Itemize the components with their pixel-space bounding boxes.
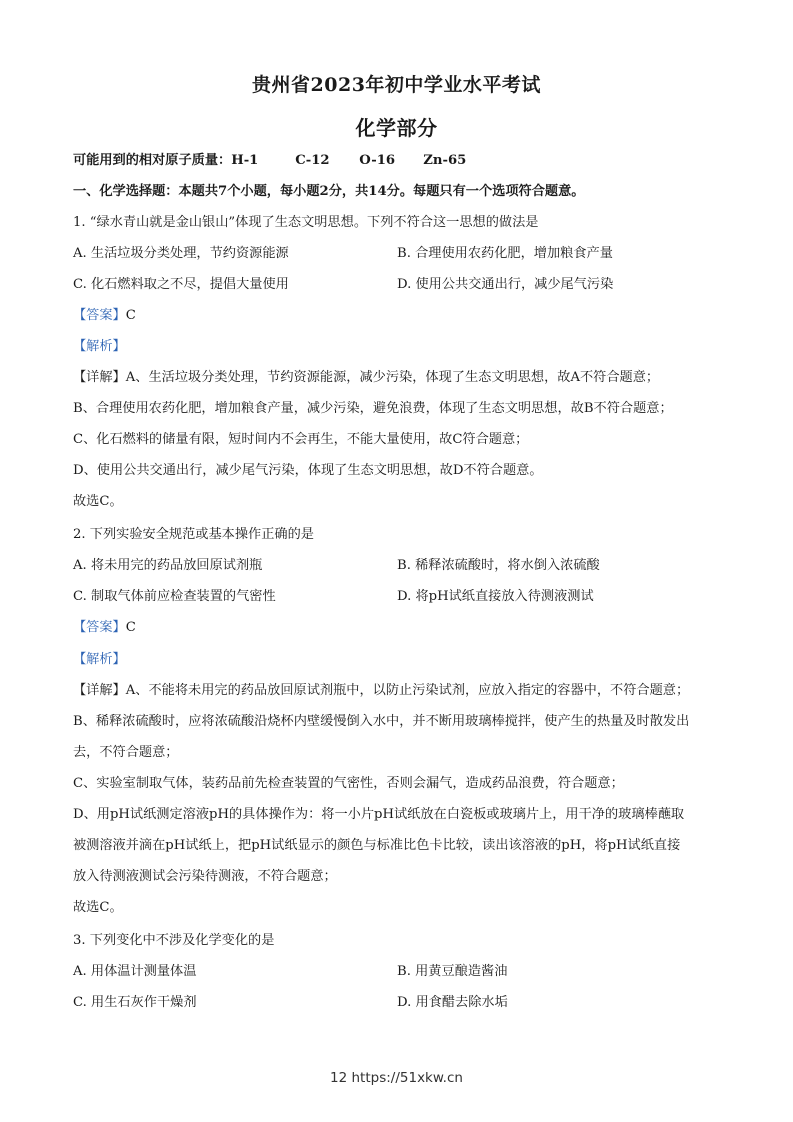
atomic-masses-label: 可能用到的相对原子质量： bbox=[73, 153, 232, 168]
atomic-masses-line bbox=[73, 152, 466, 170]
question-1-option-a: A. 生活垃圾分类处理，节约资源能源 bbox=[73, 246, 289, 261]
question-2-answer bbox=[73, 619, 136, 637]
answer-value: C bbox=[125, 620, 136, 635]
question-2-detail-line-1 bbox=[73, 682, 689, 700]
exam-subtitle: 化学部分 bbox=[355, 116, 438, 140]
question-1-answer bbox=[73, 307, 136, 325]
atomic-mass-o: O-16 bbox=[359, 153, 396, 168]
question-1-detail-line-1 bbox=[73, 369, 659, 387]
question-1-detail-line-4: D、使用公共交通出行，减少尾气污染，体现了生态文明思想，故D不符合题意。 bbox=[73, 463, 543, 478]
question-1-detail-line-3: C、化石燃料的储量有限，短时间内不会再生，不能大量使用，故C符合题意； bbox=[73, 432, 529, 447]
page-footer: 12 https://51xkw.cn bbox=[330, 1070, 463, 1086]
question-2-detail-line-6: 被测溶液并滴在pH试纸上，把pH试纸显示的颜色与标准比色卡比较，读出该溶液的pH，将pH试纸直接 bbox=[73, 838, 681, 853]
answer-tag: 【答案】 bbox=[73, 308, 126, 323]
detail-tag: 【详解】 bbox=[73, 370, 126, 385]
question-1-conclusion: 故选C。 bbox=[73, 494, 123, 509]
atomic-mass-c: C-12 bbox=[295, 153, 330, 168]
question-2-option-d: D. 将pH试纸直接放入待测液测试 bbox=[397, 589, 594, 604]
question-1-detail-line-2: B、合理使用农药化肥，增加粮食产量，减少污染，避免浪费，体现了生态文明思想，故B不符合题意； bbox=[73, 401, 673, 416]
question-1-option-b: B. 合理使用农药化肥，增加粮食产量 bbox=[397, 246, 613, 261]
question-3-option-a: A. 用体温计测量体温 bbox=[73, 964, 197, 979]
atomic-mass-h: H-1 bbox=[231, 153, 259, 168]
question-2-detail-line-3: 去，不符合题意； bbox=[73, 745, 179, 760]
question-3-option-c: C. 用生石灰作干燥剂 bbox=[73, 995, 197, 1010]
section-heading: 一、化学选择题：本题共7个小题，每小题2分，共14分。每题只有一个选项符合题意。 bbox=[73, 184, 585, 199]
question-2-option-b: B. 稀释浓硫酸时，将水倒入浓硫酸 bbox=[397, 558, 600, 573]
question-3-stem: 3. 下列变化中不涉及化学变化的是 bbox=[73, 933, 275, 948]
detail-tag: 【详解】 bbox=[73, 683, 126, 698]
question-2-option-c: C. 制取气体前应检查装置的气密性 bbox=[73, 589, 276, 604]
question-1-analysis-tag: 【解析】 bbox=[73, 339, 126, 354]
atomic-mass-zn: Zn-65 bbox=[423, 153, 467, 168]
question-2-stem: 2. 下列实验安全规范或基本操作正确的是 bbox=[73, 527, 314, 542]
question-2-detail-line-7: 放入待测液测试会污染待测液，不符合题意； bbox=[73, 869, 337, 884]
exam-title: 贵州省2023年初中学业水平考试 bbox=[252, 74, 541, 96]
question-1-stem: 1. “绿水青山就是金山银山”体现了生态文明思想。下列不符合这一思想的做法是 bbox=[73, 215, 539, 230]
question-1-option-d: D. 使用公共交通出行，减少尾气污染 bbox=[397, 277, 614, 292]
question-1-option-c: C. 化石燃料取之不尽，提倡大量使用 bbox=[73, 277, 289, 292]
answer-value: C bbox=[125, 308, 136, 323]
question-2-detail-line-2: B、稀释浓硫酸时，应将浓硫酸沿烧杯内壁缓慢倒入水中，并不断用玻璃棒搅拌，使产生的热量及时散发出 bbox=[73, 714, 690, 729]
question-2-analysis-tag: 【解析】 bbox=[73, 652, 126, 667]
question-2-detail-line-4: C、实验室制取气体，装药品前先检查装置的气密性，否则会漏气，造成药品浪费，符合题意； bbox=[73, 776, 624, 791]
detail-text: A、生活垃圾分类处理，节约资源能源，减少污染，体现了生态文明思想，故A不符合题意； bbox=[125, 370, 660, 385]
question-3-option-d: D. 用食醋去除水垢 bbox=[397, 995, 508, 1010]
question-2-detail-line-5: D、用pH试纸测定溶液pH的具体操作为：将一小片pH试纸放在白瓷板或玻璃片上，用干净的玻璃棒蘸取 bbox=[73, 807, 685, 822]
question-2-conclusion: 故选C。 bbox=[73, 900, 123, 915]
question-3-option-b: B. 用黄豆酿造酱油 bbox=[397, 964, 508, 979]
question-2-option-a: A. 将未用完的药品放回原试剂瓶 bbox=[73, 558, 263, 573]
answer-tag: 【答案】 bbox=[73, 620, 126, 635]
detail-text: A、不能将未用完的药品放回原试剂瓶中，以防止污染试剂，应放入指定的容器中，不符合题意； bbox=[125, 683, 690, 698]
